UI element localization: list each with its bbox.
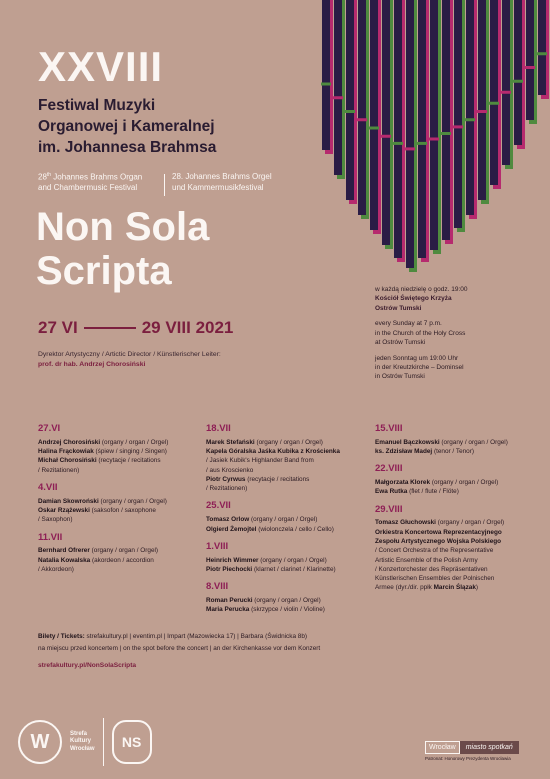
venue-info [375,285,535,388]
program-column-1: 27.VI Andrzej Chorosiński (organy / organ / Orgel) Halina Frąckowiak (śpiew / singing / Singen) Michał Chorosiński (recytacje / recitations / Rezitationen) 4.VII Damian Skowroński (organy / organ / Orgel) Oskar Rzążewski (saksofon / saxophone / Saxophon) 11.VII Bernhard Ofrerer (organy / organ / Orgel) Natalia Kowalska (akordeon / accordion / Akkordeon) [38,422,198,574]
venue-english: every Sunday at 7 p.m. in the Church of the Holy Cross at Ostrów Tumski [375,320,466,347]
venue-polish: w każdą niedzielę o godz. 19:00 Kościół Świętego Krzyża Ostrów Tumski [375,286,468,312]
organ-pipe [345,0,357,204]
director-info [38,350,338,370]
concert-date: 4.VII [38,481,58,493]
footer-logos [18,718,152,766]
non-sola-scripta-logo-icon: NS [112,720,152,764]
director-label: Dyrektor Artystyczny / Artictic Director / Künstlerischer Leiter: [38,351,221,358]
organ-pipe [429,0,441,254]
organ-pipe [417,0,429,262]
festival-name [38,96,308,158]
date-start: 27 VI [38,318,78,337]
organ-pipe [525,0,537,124]
edition-number: XXVIII [38,43,164,90]
organ-pipe [489,0,501,189]
concert-date: 1.VIII [206,540,229,552]
tickets-info: Bilety / Tickets: strefakultury.pl | eventim.pl | Impart (Mazowiecka 17) | Barbara (Świdnicka 8b) na miejscu przed koncertem | on the spot before the concert | an der Kirchenkasse vor dem Konzert [38,633,321,653]
program-column-3: 15.VIII Emanuel Bączkowski (organy / organ / Orgel) ks. Zdzisław Madej (tenor / Tenor) 22.VIII Małgorzata Klorek (organy / organ / Orgel) Ewa Rutka (flet / flute / Flöte) 29.VIII Tomasz Głuchowski (organy / organ / Orgel) Orkiestra Koncertowa Reprezentacyjnego Zespołu Artystycznego Wojska Polskiego / Concert Orchestra of the Representative Artistic Ensemble of the Polish Army / Konzertorchester des Repräsentativen Künstlerischen Ensembles der Polnischen Armee (dyr./dir. ppłk Marcin Ślązak) [375,422,540,593]
organ-pipe [441,0,453,244]
organ-pipe [333,0,345,179]
concert-date: 18.VII [206,423,231,434]
organ-pipe [537,0,549,99]
festival-line-2: Organowej i Kameralnej [38,117,215,135]
director-name: prof. dr hab. Andrzej Chorosiński [38,360,146,368]
organ-pipe [369,0,381,234]
logo-divider [103,718,104,766]
organ-pipe [501,0,513,169]
organ-pipe [513,0,525,149]
concert-date: 25.VII [206,500,231,512]
main-title: Non Sola Scripta [36,205,210,293]
festival-dates [38,318,233,338]
organ-pipe [357,0,369,219]
program-column-2: 18.VII Marek Stefański (organy / organ / Orgel) Kapela Góralska Jaśka Kubika z Krościenka / Jasiek Kubik's Highlander Band from / aus Kroscienko Piotr Cyrwus (recytacje / recitations / Rezitationen) 25.VII Tomasz Orlow (organy / organ / Orgel) Olgierd Żemojtel (wiolonczela / cello / Cello) 1.VIII Heinrich Wimmer (organy / organ / Orgel) Piotr Piechocki (klarnet / clarinet / Klarinette) 8.VIII Roman Perucki (organy / organ / Orgel) Maria Perucka (skrzypce / violin / Violine) [206,422,371,614]
concert-date: 29.VIII [375,503,403,515]
subtitle-divider [164,174,165,196]
subtitle-german: 28. Johannes Brahms Orgel und Kammermusikfestival [172,172,272,192]
concert-date: 22.VIII [375,463,403,475]
strefa-kultury-logo-icon: W [18,720,62,764]
wroclaw-logo: Wrocław miasto spotkań [425,741,519,754]
tickets-label: Bilety / Tickets: [38,633,85,640]
concert-date: 15.VIII [375,423,403,434]
organ-pipe [321,0,333,154]
subtitle-english: 28th Johannes Brahms Organ and Chambermusic Festival [38,172,143,193]
organ-pipe [381,0,393,249]
concert-date: 8.VIII [206,581,229,593]
date-end: 29 VIII 2021 [141,318,234,337]
strefa-kultury-name: Strefa Kultury Wrocław [70,731,95,752]
date-dash [84,327,136,329]
concert-date: 11.VII [38,531,63,543]
festival-line-3: im. Johannesa Brahmsa [38,138,217,156]
organ-pipe [405,0,417,272]
organ-pipe [453,0,465,232]
organ-pipe [465,0,477,219]
festival-link[interactable]: strefakultury.pl/NonSolaScripta [38,662,137,669]
organ-pipe [477,0,489,204]
concert-date: 27.VI [38,423,61,434]
venue-german: jeden Sonntag um 19:00 Uhr in der Kreutzkirche – Dominsel in Ostrów Tumski [375,354,464,381]
patronage-note: Patronat: Honorowy Prezydenta Wrocławia [425,756,511,761]
festival-line-1: Festiwal Muzyki [38,97,156,114]
organ-pipes-graphic [318,0,550,278]
organ-pipe [393,0,405,262]
